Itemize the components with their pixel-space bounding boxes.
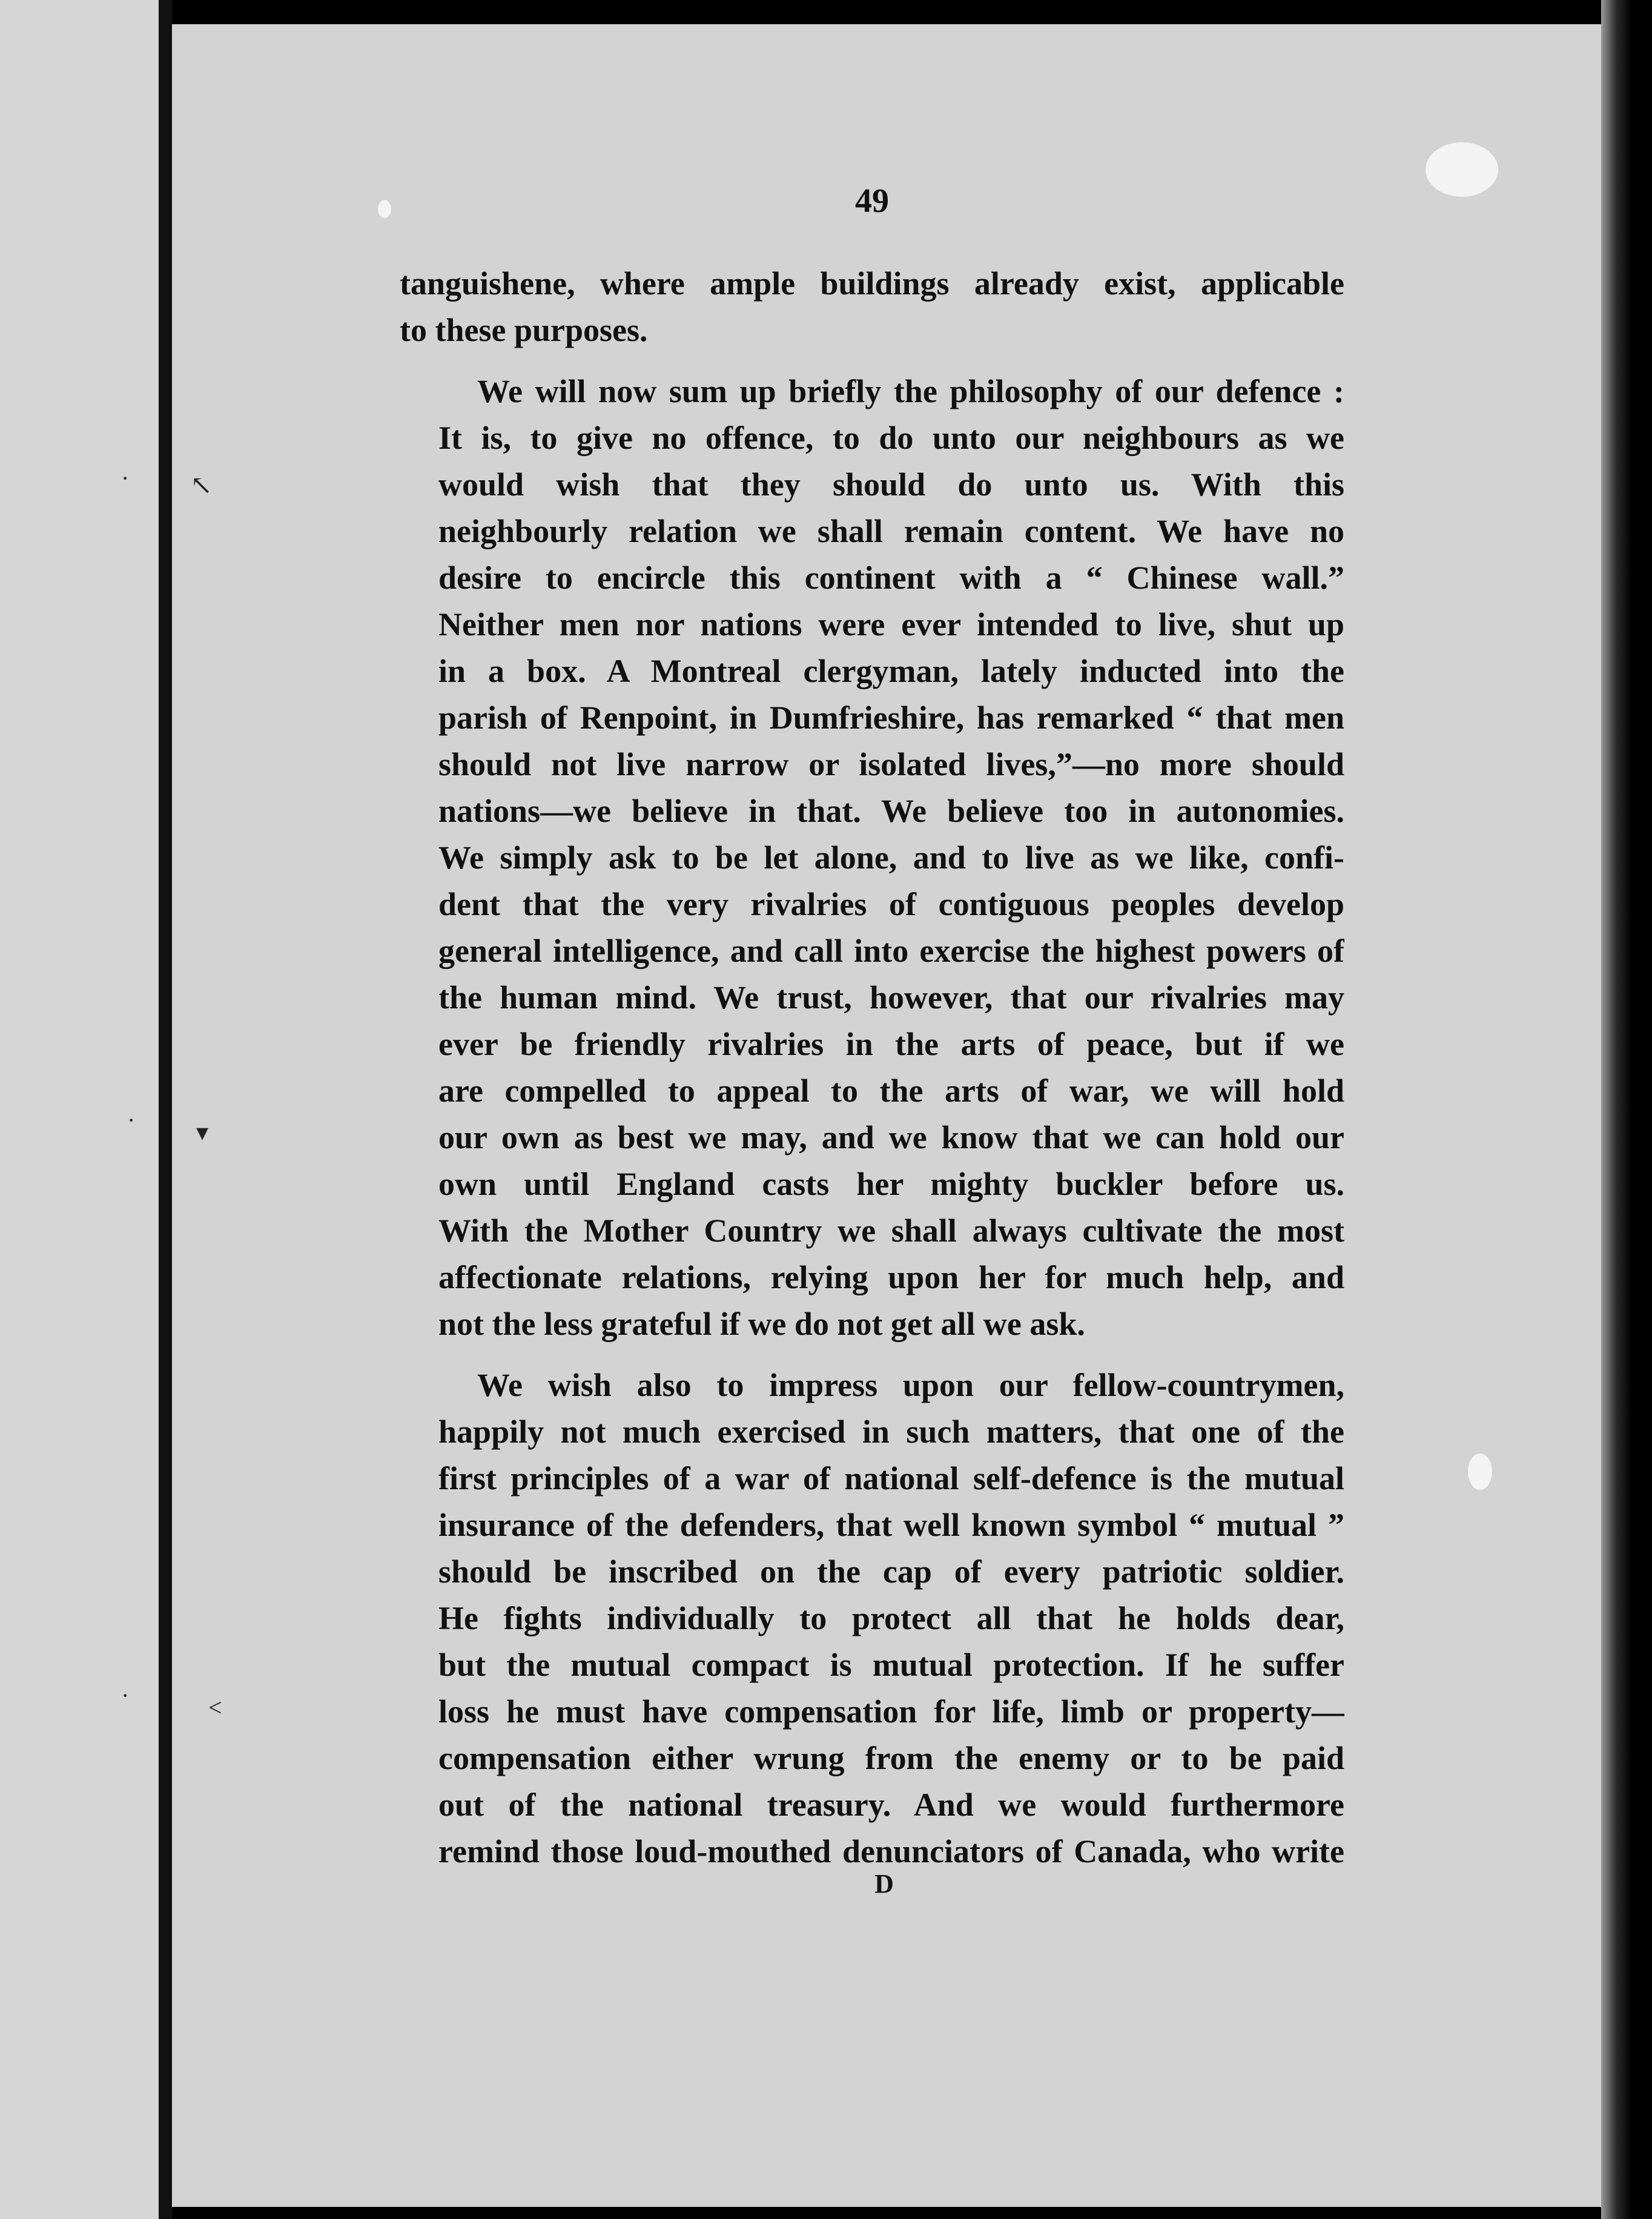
text-line: are compelled to appeal to the arts of war, we will hold bbox=[438, 1073, 1344, 1109]
paper-speck bbox=[378, 200, 391, 218]
text-line: should not live narrow or isolated lives,”—no more should bbox=[438, 746, 1344, 782]
text-line: the human mind. We trust, however, that our rivalries may bbox=[438, 979, 1344, 1016]
margin-mark: · bbox=[121, 1682, 130, 1709]
text-line: We will now sum up briefly the philosophy of our defence : bbox=[477, 373, 1344, 409]
text-line: insurance of the defenders, that well known symbol “ mutual ” bbox=[438, 1507, 1344, 1543]
text-line: dent that the very rivalries of contiguous peoples develop bbox=[438, 886, 1344, 922]
margin-tick: ↖ bbox=[190, 471, 213, 500]
margin-tick: ▾ bbox=[196, 1119, 209, 1146]
paragraph-2 bbox=[400, 368, 1344, 1348]
text-line: affectionate relations, relying upon her for much help, and bbox=[438, 1259, 1344, 1295]
text-line: We simply ask to be let alone, and to live as we like, confi- bbox=[438, 839, 1344, 876]
text-line: It is, to give no offence, to do unto our neighbours as we bbox=[438, 420, 1344, 456]
text-line: neighbourly relation we shall remain content. We have no bbox=[438, 513, 1344, 549]
text-line: own until England casts her mighty buckler before us. bbox=[438, 1166, 1344, 1202]
text-line: tanguishene, where ample buildings already exist, applicable bbox=[400, 265, 1344, 302]
text-line: desire to encircle this continent with a “ Chinese wall.” bbox=[438, 560, 1344, 596]
text-line: With the Mother Country we shall always cultivate the most bbox=[438, 1212, 1344, 1249]
text-line: He fights individually to protect all that he holds dear, bbox=[438, 1600, 1344, 1636]
paper-speck bbox=[1468, 1453, 1492, 1490]
text-line: parish of Renpoint, in Dumfrieshire, has remarked “ that men bbox=[438, 699, 1344, 736]
text-line: not the less grateful if we do not get all we ask. bbox=[438, 1306, 1085, 1342]
text-line: compensation either wrung from the enemy or to be paid bbox=[438, 1740, 1344, 1776]
page-edge-shadow bbox=[1601, 0, 1652, 2219]
text-line: Neither men nor nations were ever intended to live, shut up bbox=[438, 606, 1344, 643]
paragraph-1 bbox=[400, 260, 1344, 354]
text-line: would wish that they should do unto us. With this bbox=[438, 466, 1344, 503]
text-line: general intelligence, and call into exercise the highest powers of bbox=[438, 933, 1344, 969]
paper-speck bbox=[1426, 142, 1498, 197]
text-line: in a box. A Montreal clergyman, lately inducted into the bbox=[438, 653, 1344, 689]
top-shadow bbox=[172, 0, 1601, 24]
text-line: ever be friendly rivalries in the arts of peace, but if we bbox=[438, 1026, 1344, 1062]
paragraph-3 bbox=[400, 1362, 1344, 1875]
text-line: out of the national treasury. And we would furthermore bbox=[438, 1787, 1344, 1823]
text-line: our own as best we may, and we know that we can hold our bbox=[438, 1119, 1344, 1156]
page-number: 49 bbox=[855, 182, 889, 220]
margin-mark: · bbox=[121, 465, 130, 492]
text-line: remind those loud-mouthed denunciators of Canada, who write bbox=[438, 1833, 1344, 1870]
gutter-fold bbox=[159, 0, 172, 2219]
text-line: nations—we believe in that. We believe too in autonomies. bbox=[438, 793, 1344, 829]
text-line: happily not much exercised in such matters, that one of the bbox=[438, 1414, 1344, 1450]
text-line: should be inscribed on the cap of every patriotic soldier. bbox=[438, 1553, 1344, 1590]
margin-tick: ˂ bbox=[208, 1694, 222, 1721]
text-line: We wish also to impress upon our fellow-countrymen, bbox=[477, 1367, 1344, 1403]
text-line: but the mutual compact is mutual protection. If he suffer bbox=[438, 1647, 1344, 1683]
left-facing-page bbox=[0, 0, 159, 2219]
text-line: loss he must have compensation for life, limb or property— bbox=[438, 1693, 1344, 1730]
body-text bbox=[400, 260, 1344, 1890]
margin-mark: · bbox=[127, 1106, 136, 1134]
text-line: to these purposes. bbox=[400, 312, 648, 348]
text-line: first principles of a war of national self-defence is the mutual bbox=[438, 1460, 1344, 1496]
signature-mark: D bbox=[874, 1869, 894, 1899]
